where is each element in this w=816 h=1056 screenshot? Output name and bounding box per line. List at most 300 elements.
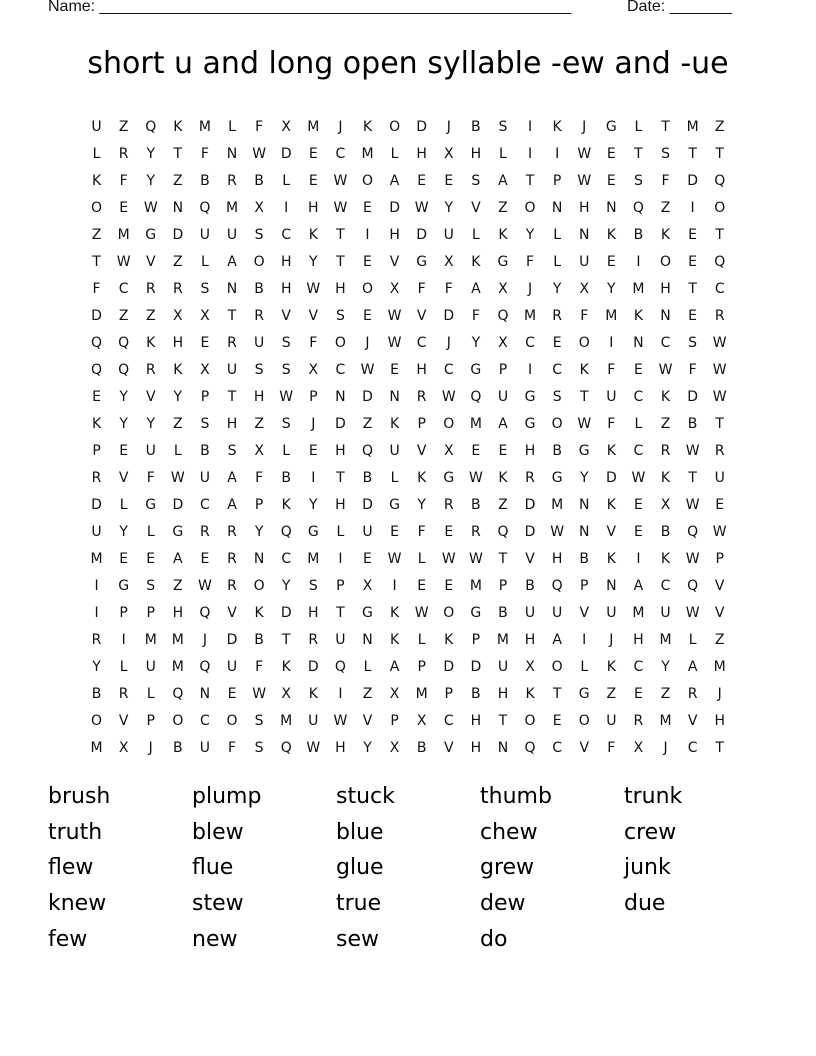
grid-letter: D [416,226,428,243]
grid-letter: E [200,334,210,351]
grid-letter: P [498,577,508,594]
word-list-item: few [48,926,88,952]
grid-letter: M [524,307,537,324]
grid-letter: X [525,658,535,675]
grid-letter: L [499,145,507,162]
grid-letter: U [91,523,102,540]
grid-letter: F [607,415,616,432]
grid-letter: Y [661,658,670,675]
grid-letter: Z [173,172,183,189]
grid-letter: M [496,631,509,648]
grid-letter: I [555,145,560,162]
grid-letter: E [688,307,698,324]
grid-letter: L [634,118,643,135]
grid-letter: W [333,712,348,729]
grid-letter: S [281,415,291,432]
grid-letter: C [633,658,644,675]
grid-letter: Z [91,226,102,243]
grid-letter: M [415,685,428,702]
grid-letter: L [282,172,291,189]
grid-letter: K [389,631,400,648]
grid-letter: E [688,253,698,270]
word-list [48,779,788,957]
grid-letter: W [441,388,456,405]
grid-letter: M [632,280,645,297]
grid-letter: L [553,226,562,243]
grid-letter: O [334,334,346,351]
grid-letter: G [524,388,536,405]
word-list-item: glue [336,855,384,881]
grid-row [83,626,735,653]
grid-letter: M [361,145,374,162]
grid-letter: C [200,496,210,513]
grid-letter: L [417,631,426,648]
grid-letter: N [172,199,184,216]
grid-letter: W [577,145,592,162]
grid-letter: Y [525,226,535,243]
grid-letter: W [387,334,402,351]
grid-row [83,437,735,464]
grid-letter: T [227,388,237,405]
grid-letter: W [306,739,321,756]
word-list-row [48,850,788,886]
grid-letter: B [254,631,264,648]
grid-letter: R [200,523,210,540]
grid-letter: B [200,172,210,189]
word-list-item: plump [192,784,262,810]
grid-letter: W [333,199,348,216]
grid-letter: A [552,631,562,648]
grid-letter: B [254,172,264,189]
grid-letter: B [471,118,481,135]
grid-letter: T [498,550,508,567]
grid-letter: E [498,442,508,459]
grid-letter: G [551,469,563,486]
grid-letter: E [552,712,562,729]
grid-letter: M [469,577,482,594]
grid-letter: X [498,334,508,351]
grid-letter: F [526,253,535,270]
grid-letter: E [444,577,454,594]
grid-letter: N [606,199,617,216]
grid-letter: H [280,280,292,297]
grid-row [83,221,735,248]
grid-letter: B [498,604,508,621]
grid-letter: E [606,253,616,270]
grid-letter: K [362,118,373,135]
word-list-row [48,886,788,922]
grid-letter: S [200,415,210,432]
grid-letter: G [470,361,482,378]
grid-letter: H [335,280,346,297]
grid-letter: R [227,523,237,540]
grid-letter: Q [172,685,184,702]
grid-letter: I [311,469,316,486]
grid-letter: M [659,712,672,729]
grid-letter: C [633,442,644,459]
grid-letter: I [636,550,641,567]
grid-letter: S [254,739,264,756]
grid-letter: K [308,685,318,702]
grid-letter: B [552,442,562,459]
grid-letter: H [253,388,265,405]
grid-letter: D [687,388,698,405]
grid-letter: D [605,469,617,486]
grid-letter: W [414,199,429,216]
grid-letter: W [577,172,592,189]
grid-row [83,464,735,491]
grid-letter: G [145,496,157,513]
grid-letter: Q [687,577,699,594]
grid-row [83,518,735,545]
grid-letter: K [606,496,616,513]
grid-letter: K [471,253,481,270]
grid-letter: N [226,280,238,297]
grid-letter: Q [118,361,130,378]
grid-letter: V [308,307,319,324]
grid-letter: C [525,334,535,351]
grid-letter: G [145,226,157,243]
grid-letter: F [661,172,670,189]
grid-letter: O [91,199,103,216]
grid-letter: V [118,469,129,486]
grid-letter: G [172,523,184,540]
grid-letter: W [712,361,727,378]
grid-letter: R [308,631,319,648]
grid-letter: P [552,172,562,189]
grid-letter: K [389,415,400,432]
grid-letter: J [446,334,451,351]
grid-letter: I [338,685,343,702]
grid-letter: U [253,334,265,351]
grid-letter: K [281,658,291,675]
word-list-item: blew [192,819,244,845]
grid-letter: I [94,604,99,621]
grid-letter: M [171,631,184,648]
grid-letter: H [660,280,671,297]
grid-letter: J [338,118,343,135]
grid-letter: U [579,253,590,270]
grid-letter: D [172,226,184,243]
grid-letter: U [552,604,563,621]
word-list-item: chew [480,819,538,845]
grid-letter: U [660,604,671,621]
word-list-item: flew [48,855,94,881]
grid-letter: F [92,280,101,297]
grid-letter: D [280,145,292,162]
grid-letter: M [171,658,184,675]
grid-letter: W [712,334,727,351]
grid-letter: R [118,685,129,702]
grid-letter: P [336,577,345,594]
grid-letter: V [687,712,698,729]
grid-letter: S [688,334,698,351]
name-field-label: Name: _____________________________________________________ [48,0,572,15]
grid-letter: P [390,712,399,729]
grid-letter: E [308,145,318,162]
grid-letter: H [470,739,482,756]
grid-letter: D [443,307,455,324]
grid-letter: M [713,658,726,675]
grid-letter: D [91,496,102,513]
grid-letter: Z [498,199,508,216]
grid-letter: D [687,172,698,189]
grid-letter: O [253,253,265,270]
grid-letter: N [578,226,590,243]
grid-letter: E [227,685,237,702]
grid-letter: Y [417,496,426,513]
grid-letter: M [551,496,564,513]
grid-letter: Z [173,253,183,270]
grid-letter: Q [714,253,726,270]
grid-letter: L [119,658,128,675]
grid-letter: U [524,604,536,621]
grid-letter: E [200,550,210,567]
grid-letter: L [201,253,209,270]
grid-letter: A [471,280,481,297]
grid-letter: M [307,550,320,567]
grid-letter: P [715,550,724,567]
grid-letter: H [524,631,536,648]
grid-letter: R [714,442,725,459]
grid-letter: F [200,145,209,162]
grid-letter: J [446,118,451,135]
grid-letter: I [527,145,533,162]
word-list-item: crew [624,819,677,845]
grid-letter: K [660,469,671,486]
grid-letter: T [715,145,724,162]
grid-letter: H [470,145,482,162]
grid-letter: S [254,226,264,243]
grid-letter: X [254,199,264,216]
grid-letter: O [443,415,455,432]
grid-letter: G [578,442,590,459]
grid-letter: F [255,118,264,135]
grid-letter: R [145,361,156,378]
grid-letter: L [119,496,128,513]
grid-letter: G [578,685,590,702]
grid-letter: A [227,253,237,270]
grid-letter: V [281,307,291,324]
grid-letter: T [688,145,697,162]
grid-letter: Q [91,361,103,378]
grid-letter: Q [470,388,482,405]
grid-letter: Y [119,415,128,432]
grid-letter: P [580,577,589,594]
grid-row [83,707,735,734]
grid-letter: B [200,442,210,459]
grid-letter: M [225,199,239,216]
grid-letter: K [308,226,318,243]
grid-letter: H [524,442,536,459]
grid-letter: C [443,712,454,729]
grid-letter: W [712,388,727,405]
grid-letter: K [91,415,102,432]
grid-letter: K [606,550,616,567]
grid-letter: V [579,604,590,621]
grid-letter: K [389,604,400,621]
grid-letter: M [90,550,103,567]
grid-letter: O [389,118,401,135]
grid-letter: M [198,118,211,135]
grid-letter: G [524,415,536,432]
grid-row [83,194,735,221]
grid-letter: T [336,253,345,270]
grid-letter: E [633,496,643,513]
grid-row [83,410,735,437]
grid-letter: C [416,334,427,351]
grid-letter: Q [551,577,563,594]
grid-letter: X [660,496,671,513]
grid-letter: W [170,469,185,486]
grid-letter: R [227,577,237,594]
grid-letter: A [389,658,400,675]
grid-letter: Q [145,118,157,135]
grid-letter: C [687,739,698,756]
grid-letter: L [92,145,101,162]
grid-letter: S [254,712,264,729]
grid-letter: L [146,685,155,702]
grid-letter: H [551,550,563,567]
grid-letter: B [281,469,291,486]
grid-letter: T [688,280,697,297]
grid-letter: V [579,739,590,756]
grid-letter: T [715,226,724,243]
grid-letter: E [417,172,427,189]
grid-letter: U [606,604,617,621]
grid-letter: K [579,361,589,378]
grid-letter: Z [173,415,183,432]
grid-letter: W [387,550,402,567]
grid-letter: G [118,577,130,594]
grid-letter: P [444,685,453,702]
grid-letter: X [443,442,454,459]
grid-letter: K [498,469,508,486]
grid-letter: U [226,226,238,243]
grid-letter: J [609,631,614,648]
grid-letter: V [362,712,373,729]
grid-letter: X [443,253,454,270]
grid-letter: N [578,523,590,540]
grid-letter: V [416,442,427,459]
grid-letter: V [443,739,454,756]
grid-letter: N [633,334,644,351]
grid-letter: I [121,631,126,648]
grid-letter: F [417,280,426,297]
grid-letter: M [632,604,645,621]
grid-letter: E [606,145,616,162]
grid-row [83,491,735,518]
grid-letter: F [119,172,128,189]
grid-letter: H [335,739,346,756]
grid-letter: U [199,469,211,486]
grid-letter: Z [254,415,264,432]
grid-letter: W [279,388,294,405]
grid-letter: Q [497,307,509,324]
grid-letter: C [660,334,671,351]
grid-letter: I [284,199,289,216]
grid-letter: O [253,577,265,594]
grid-row [83,167,735,194]
grid-letter: X [498,280,508,297]
grid-letter: E [363,253,372,270]
grid-letter: X [118,739,129,756]
grid-letter: W [712,523,727,540]
grid-letter: W [685,442,700,459]
grid-letter: J [663,739,668,756]
grid-row [83,572,735,599]
grid-letter: S [227,442,237,459]
grid-row [83,653,735,680]
grid-letter: K [660,550,671,567]
word-list-item: true [336,891,382,917]
grid-letter: X [389,280,400,297]
grid-row [83,545,735,572]
grid-letter: M [469,415,482,432]
grid-letter: K [552,118,562,135]
grid-letter: F [607,739,616,756]
grid-letter: O [524,712,536,729]
grid-letter: N [199,685,211,702]
grid-letter: G [307,523,319,540]
grid-letter: K [660,388,671,405]
grid-letter: L [363,658,372,675]
word-list-item: sew [336,926,379,952]
grid-letter: S [254,361,264,378]
grid-letter: N [551,199,563,216]
grid-letter: D [524,496,536,513]
grid-letter: W [143,199,158,216]
grid-row [83,356,735,383]
grid-letter: C [660,577,671,594]
grid-letter: T [552,685,562,702]
grid-letter: H [497,685,509,702]
header-line [0,0,816,20]
grid-letter: S [661,145,670,162]
grid-letter: Q [199,604,211,621]
word-list-item: thumb [480,784,552,810]
grid-row [83,734,735,761]
grid-letter: J [582,118,587,135]
grid-letter: F [255,469,264,486]
grid-letter: A [498,172,508,189]
grid-letter: K [660,226,671,243]
grid-letter: W [441,550,456,567]
grid-letter: J [202,631,207,648]
grid-letter: Z [498,496,508,513]
grid-letter: S [200,280,210,297]
grid-letter: Y [309,253,318,270]
grid-letter: T [336,226,345,243]
grid-letter: Y [607,280,616,297]
grid-letter: T [336,469,345,486]
grid-letter: F [227,739,237,756]
grid-letter: I [690,199,695,216]
grid-letter: W [658,361,673,378]
grid-letter: U [226,361,238,378]
grid-letter: K [606,442,616,459]
grid-letter: E [119,550,129,567]
grid-letter: T [715,739,724,756]
word-list-item: knew [48,891,107,917]
grid-letter: Q [91,334,103,351]
grid-letter: P [119,604,128,621]
grid-letter: E [363,307,372,324]
grid-letter: J [365,334,370,351]
grid-letter: M [659,631,672,648]
grid-letter: H [226,415,238,432]
grid-letter: M [307,118,320,135]
